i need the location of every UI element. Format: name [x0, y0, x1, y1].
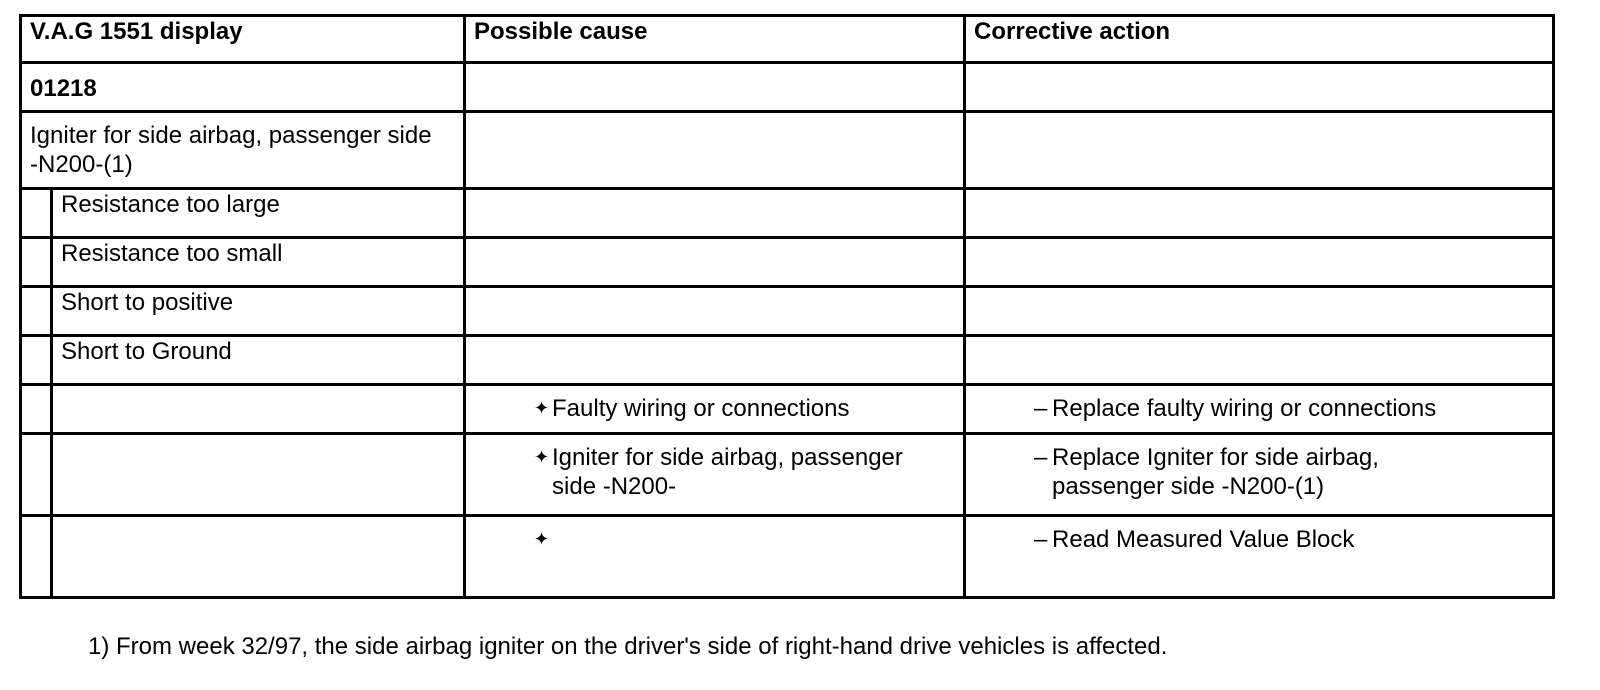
component-name: Igniter for side airbag, passenger side -N200-(1) — [21, 112, 465, 189]
cause-text: Faulty wiring or connections — [552, 395, 850, 422]
empty-cell — [965, 336, 1554, 385]
bullet-icon: ✦ — [534, 447, 550, 467]
fault-code-row — [21, 63, 1554, 112]
empty-cell — [965, 112, 1554, 189]
empty-cell — [465, 189, 965, 238]
bullet-icon: ✦ — [534, 398, 550, 418]
empty-cell — [52, 385, 465, 434]
indent-cell — [21, 434, 52, 516]
indent-cell — [21, 238, 52, 287]
fault-code: 01218 — [21, 63, 465, 112]
condition-text: Short to positive — [52, 287, 465, 336]
condition-row — [21, 238, 1554, 287]
action-text: Replace faulty wiring or connections — [1052, 395, 1437, 422]
cause-text: Igniter for side airbag, passenger side -N200- — [552, 444, 903, 500]
condition-text: Short to Ground — [52, 336, 465, 385]
remedy-row — [21, 516, 1554, 598]
empty-cell — [52, 434, 465, 516]
footnote: 1) From week 32/97, the side airbag igniter on the driver's side of right-hand drive vehicles is affected. — [88, 633, 1168, 660]
condition-text: Resistance too small — [52, 238, 465, 287]
component-row — [21, 112, 1554, 189]
condition-row — [21, 287, 1554, 336]
empty-cell — [465, 287, 965, 336]
dash-icon: – — [1034, 395, 1048, 422]
header-action: Corrective action — [965, 16, 1554, 63]
empty-cell — [965, 287, 1554, 336]
empty-cell — [465, 63, 965, 112]
cause-cell — [465, 434, 965, 516]
empty-cell — [465, 112, 965, 189]
cause-cell — [465, 385, 965, 434]
empty-cell — [965, 189, 1554, 238]
bullet-icon: ✦ — [534, 529, 550, 549]
dash-icon: – — [1034, 526, 1048, 553]
fault-table — [19, 14, 1555, 599]
remedy-row — [21, 434, 1554, 516]
indent-cell — [21, 516, 52, 598]
action-cell — [965, 385, 1554, 434]
indent-cell — [21, 336, 52, 385]
table-header-row — [21, 16, 1554, 63]
empty-cell — [965, 238, 1554, 287]
indent-cell — [21, 189, 52, 238]
header-display: V.A.G 1551 display — [21, 16, 465, 63]
action-cell — [965, 516, 1554, 598]
condition-row — [21, 336, 1554, 385]
condition-row — [21, 189, 1554, 238]
indent-cell — [21, 385, 52, 434]
empty-cell — [465, 336, 965, 385]
action-text: Replace Igniter for side airbag, passenger side -N200-(1) — [1052, 444, 1379, 500]
empty-cell — [965, 63, 1554, 112]
remedy-row — [21, 385, 1554, 434]
empty-cell — [52, 516, 465, 598]
indent-cell — [21, 287, 52, 336]
action-text: Read Measured Value Block — [1052, 526, 1355, 553]
condition-text: Resistance too large — [52, 189, 465, 238]
empty-cell — [465, 238, 965, 287]
header-cause: Possible cause — [465, 16, 965, 63]
action-cell — [965, 434, 1554, 516]
dash-icon: – — [1034, 444, 1048, 471]
cause-cell — [465, 516, 965, 598]
